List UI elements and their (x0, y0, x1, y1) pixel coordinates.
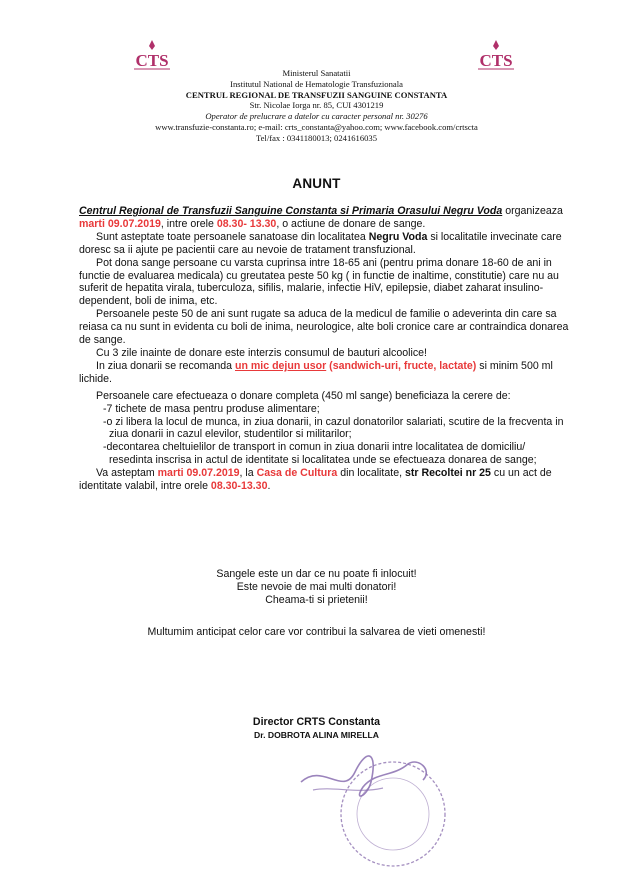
paragraph-alcohol: Cu 3 zile inainte de donare este interzis consumul de bauturi alcoolice! (96, 346, 427, 359)
event-date: marti 09.07.2019 (79, 217, 161, 230)
director-name: Dr. DOBROTA ALINA MIRELLA (254, 730, 379, 740)
web-line: www.transfuzie-constanta.ro; e-mail: crts_constanta@yahoo.com; www.facebook.com/crtscta (155, 121, 478, 132)
svg-text:CTS: CTS (135, 51, 169, 70)
breakfast-highlight: un mic dejun usor (234, 359, 327, 372)
svg-text:CTS: CTS (479, 51, 513, 70)
venue-street: str Recoltei nr 25 (404, 467, 491, 480)
paragraph-over-50: Persoanele peste 50 de ani sunt rugate sa aduca de la medicul de familie o adeverinta din care sa reiasa ca nu sunt in evidenta cu boli de inima, neurologice, alte boli cronice care ar contraindica donarea de sange. (79, 308, 569, 347)
ministry-line: Ministerul Sanatatii (282, 68, 351, 78)
director-title: Director CRTS Constanta (252, 716, 381, 728)
benefit-item: -o zi libera la locul de munca, in ziua donarii, in cazul donatorilor salariati, scutire de la frecventa in ziua donarii in cazul elevilor, studentilor si militarilor; (103, 415, 564, 441)
phone-line: Tel/fax : 0341180013; 0241616035 (255, 132, 378, 143)
breakfast-items: (sandwich-uri, fructe, lactate) (326, 359, 477, 372)
signature-block (0, 716, 633, 742)
operator-line: Operator de prelucrare a datelor cu caracter personal nr. 30276 (205, 111, 428, 122)
venue-hours: 08.30-13.30 (210, 480, 268, 493)
venue-date: marti 09.07.2019 (157, 467, 240, 480)
official-stamp-signature (283, 742, 473, 870)
closing-line: Sangele este un dar ce nu poate fi inlocuit! (216, 568, 417, 580)
center-name-line: CENTRUL REGIONAL DE TRANSFUZII SANGUINE CONSTANTA (185, 89, 448, 100)
paragraph-eligibility: Pot dona sange persoane cu varsta cuprinsa intre 18-65 ani (pentru prima donare 18-60 de ani in functie de evaluarea medicala) cu greutatea peste 50 kg ( in functie de inaltime, constitutie) care nu au suferit de hepatita virala, tuberculoza, sifilis, malarie, infectie HiV, epilepsie, diabet zaharat insulino-dependent, boli de inima, etc. (79, 256, 559, 308)
benefit-item: -7 tichete de masa pentru produse alimentare; (103, 402, 320, 415)
institute-line: Institutul National de Hematologie Transfuzionala (230, 78, 403, 89)
paragraph-intro: Centrul Regional de Transfuzii Sanguine Constanta si Primaria Orasului Negru Voda organizeaza marti 09.07.2019, intre orele 08.30- 13.30, o actiune de donare de sange. (79, 205, 563, 230)
closing-line: Este nevoie de mai multi donatori! (236, 581, 397, 593)
paragraph-invitation: Sunt asteptate toate persoanele sanatoase din localitatea Negru Voda si localitatile invecinate care doresc sa ii ajute pe pacientii care au nevoie de tratament transfuzional. (79, 230, 562, 256)
paragraph-venue: Va asteptam marti 09.07.2019, la Casa de Cultura din localitate, str Recoltei nr 25 cu un act de identitate valabil, intre orele 08.30-13.30. (79, 467, 552, 493)
locality-name: Negru Voda (368, 230, 428, 243)
thanks-line: Multumim anticipat celor care vor contribui la salvarea de vieti omenesti! (147, 626, 486, 638)
event-hours: 08.30- 13.30 (216, 217, 277, 230)
closing-message (0, 568, 633, 607)
letterhead (0, 68, 633, 144)
organizer-name: Centrul Regional de Transfuzii Sanguine Constanta si Primaria Orasului Negru Voda (79, 205, 503, 217)
venue-name: Casa de Cultura (256, 467, 338, 480)
benefit-item: -decontarea cheltuielilor de transport in comun in ziua donarii intre localitatea de domiciliu/ resedinta inscrisa in actul de identitate si localitatea unde se efectueaza donarea de sange; (103, 441, 537, 467)
announcement-body (79, 205, 569, 493)
address-line: Str. Nicolae Iorga nr. 85, CUI 4301219 (249, 100, 384, 111)
paragraph-benefits: Persoanele care efectueaza o donare completa (450 ml sange) beneficiaza la cerere de: (96, 389, 511, 402)
paragraph-breakfast: In ziua donarii se recomanda un mic dejun usor (sandwich-uri, fructe, lactate) si minim 500 ml lichide. (79, 359, 553, 385)
page-title: ANUNT (292, 176, 341, 191)
closing-line: Cheama-ti si prietenii! (265, 594, 368, 606)
